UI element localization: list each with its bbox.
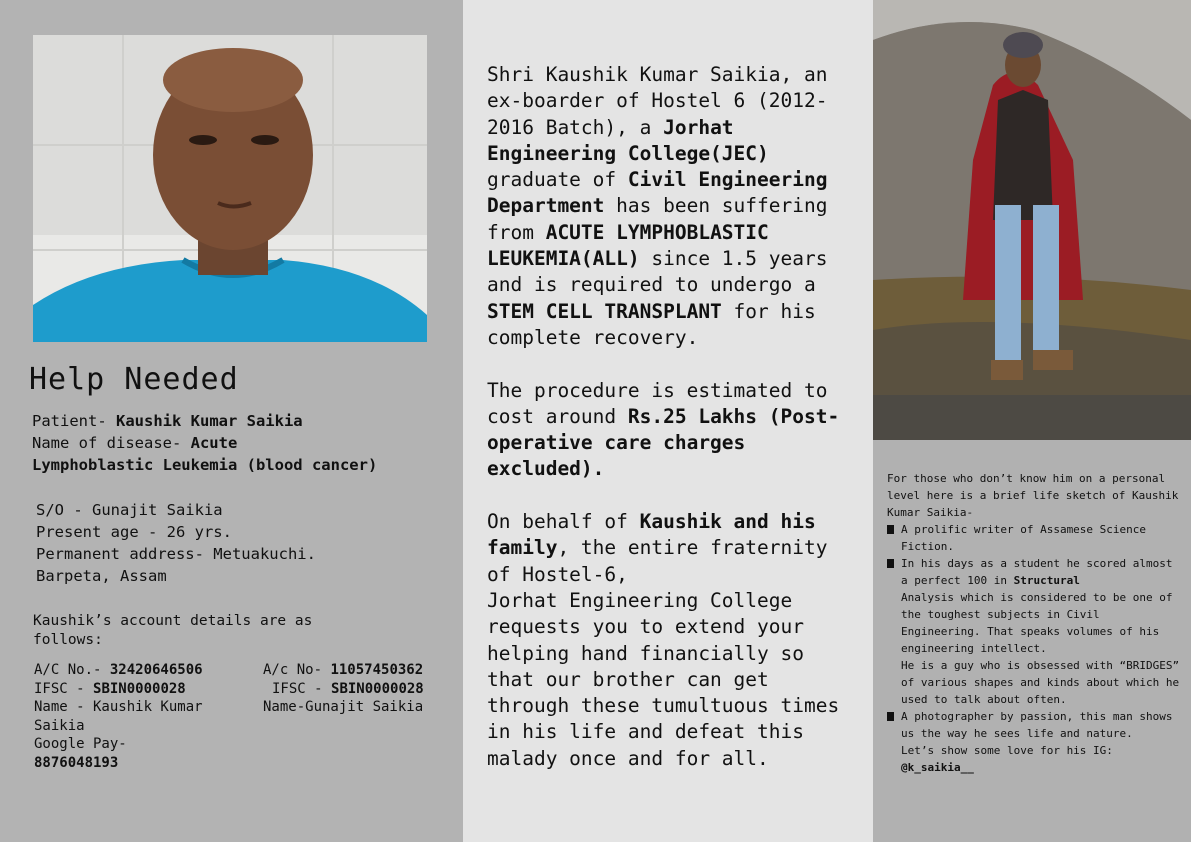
text-run: On behalf of <box>487 510 640 534</box>
treatment-name: STEM CELL TRANSPLANT <box>487 299 722 323</box>
appeal-text <box>487 62 859 798</box>
life-sketch-item <box>887 521 1183 555</box>
account-name-line2: Saikia <box>34 717 85 734</box>
account-name-line1: Name - Kaushik Kumar <box>34 699 203 715</box>
subject-name: Structural <box>1013 574 1080 587</box>
middle-panel <box>463 0 873 842</box>
patient-label: Patient- <box>32 412 116 430</box>
appeal-paragraph-3 <box>487 509 859 772</box>
right-panel <box>873 0 1191 842</box>
bullet-square-icon <box>887 559 894 568</box>
cost-amount: Rs.25 Lakhs (Post-operative care charges excluded). <box>487 404 840 481</box>
bullet-square-icon <box>887 712 894 721</box>
mountain-portrait-photo <box>873 0 1191 440</box>
life-sketch-item <box>887 708 1183 776</box>
life-sketch-item-text: He is a guy who is obsessed with “BRIDGES” of various shapes and kinds about which he used to talk about often. <box>901 659 1180 706</box>
google-pay-label: Google Pay- <box>34 736 127 752</box>
text-run: , the entire fraternity of Hostel-6, <box>487 536 828 586</box>
ifsc-code: SBIN0000028 <box>93 680 186 697</box>
text-run: for his complete recovery. <box>487 299 816 349</box>
ac-number: 11057450362 <box>330 662 424 678</box>
account-details-gunajit <box>263 661 424 717</box>
family-info <box>36 499 316 587</box>
instagram-handle-link[interactable]: @k_saikia__ <box>901 761 974 774</box>
ac-label: A/c No- <box>263 662 331 678</box>
son-of-text: S/O - Gunajit Saikia <box>36 501 223 519</box>
patient-info <box>32 410 377 476</box>
life-sketch-item-text: A prolific writer of Assamese Science Fiction. <box>901 523 1147 553</box>
appeal-paragraph-2 <box>487 378 859 483</box>
text-run: Shri Kaushik Kumar Saikia, an ex-boarder of Hostel 6 (2012-2016 Batch), a <box>487 63 828 139</box>
patient-name: Kaushik Kumar Saikia <box>116 412 303 430</box>
bullet-square-icon <box>887 525 894 534</box>
ac-number: 32420646506 <box>109 662 203 678</box>
life-sketch <box>887 470 1183 776</box>
account-details-kaushik <box>34 661 203 772</box>
text-run: since 1.5 years and is required to undergo a <box>487 247 828 297</box>
text-run: Jorhat Engineering College requests you to extend your helping hand financially so that our brother can get through these tumultuous times in his life and defeat this malady once and for all. <box>487 588 840 770</box>
department-name: Civil Engineering Department <box>487 168 828 218</box>
disease-name: ACUTE LYMPHOBLASTIC LEUKEMIA(ALL) <box>487 220 769 271</box>
disease-name-part1: Acute <box>190 434 238 452</box>
left-panel <box>0 0 463 842</box>
google-pay-number: 8876048193 <box>34 754 119 771</box>
life-sketch-item-text: In his days as a student he scored almost a perfect 100 in <box>901 557 1173 587</box>
age-text: Present age - 26 yrs. <box>36 523 232 541</box>
life-sketch-intro: For those who don’t know him on a personal level here is a brief life sketch of Kaushik Kumar Saikia- <box>887 472 1179 519</box>
address-line1: Permanent address- Metuakuchi. <box>36 545 316 563</box>
ifsc-label: IFSC - <box>34 680 94 697</box>
account-intro-line2: follows: <box>33 632 103 648</box>
ifsc-code: SBIN0000028 <box>331 680 424 697</box>
family-name: Kaushik and his family <box>487 510 816 560</box>
patient-portrait-photo <box>33 35 427 342</box>
life-sketch-item-text: Analysis which is considered to be one of the toughest subjects in Civil Engineering. That speaks volumes of his engineering intellect. <box>901 591 1173 655</box>
college-name: Jorhat Engineering College(JEC) <box>487 115 769 165</box>
disease-name-part2: Lymphoblastic Leukemia (blood cancer) <box>32 456 378 474</box>
account-intro-line1: Kaushik’s account details are as <box>33 613 313 629</box>
help-needed-heading: Help Needed <box>29 362 239 397</box>
text-run: The procedure is estimated to cost around <box>487 378 828 428</box>
life-sketch-item <box>887 555 1183 708</box>
text-run: graduate of <box>487 168 628 192</box>
account-name: Name-Gunajit Saikia <box>263 699 424 715</box>
ac-label: A/C No.- <box>34 662 110 678</box>
ifsc-label: IFSC - <box>272 680 332 697</box>
life-sketch-item-text: Let’s show some love for his IG: <box>901 744 1113 757</box>
disease-label: Name of disease- <box>32 434 191 452</box>
account-intro <box>33 612 312 650</box>
address-line2: Barpeta, Assam <box>36 567 167 585</box>
appeal-paragraph-1 <box>487 62 859 351</box>
life-sketch-item-text: A photographer by passion, this man shows us the way he sees life and nature. <box>901 710 1173 740</box>
text-run: has been suffering from <box>487 194 828 244</box>
